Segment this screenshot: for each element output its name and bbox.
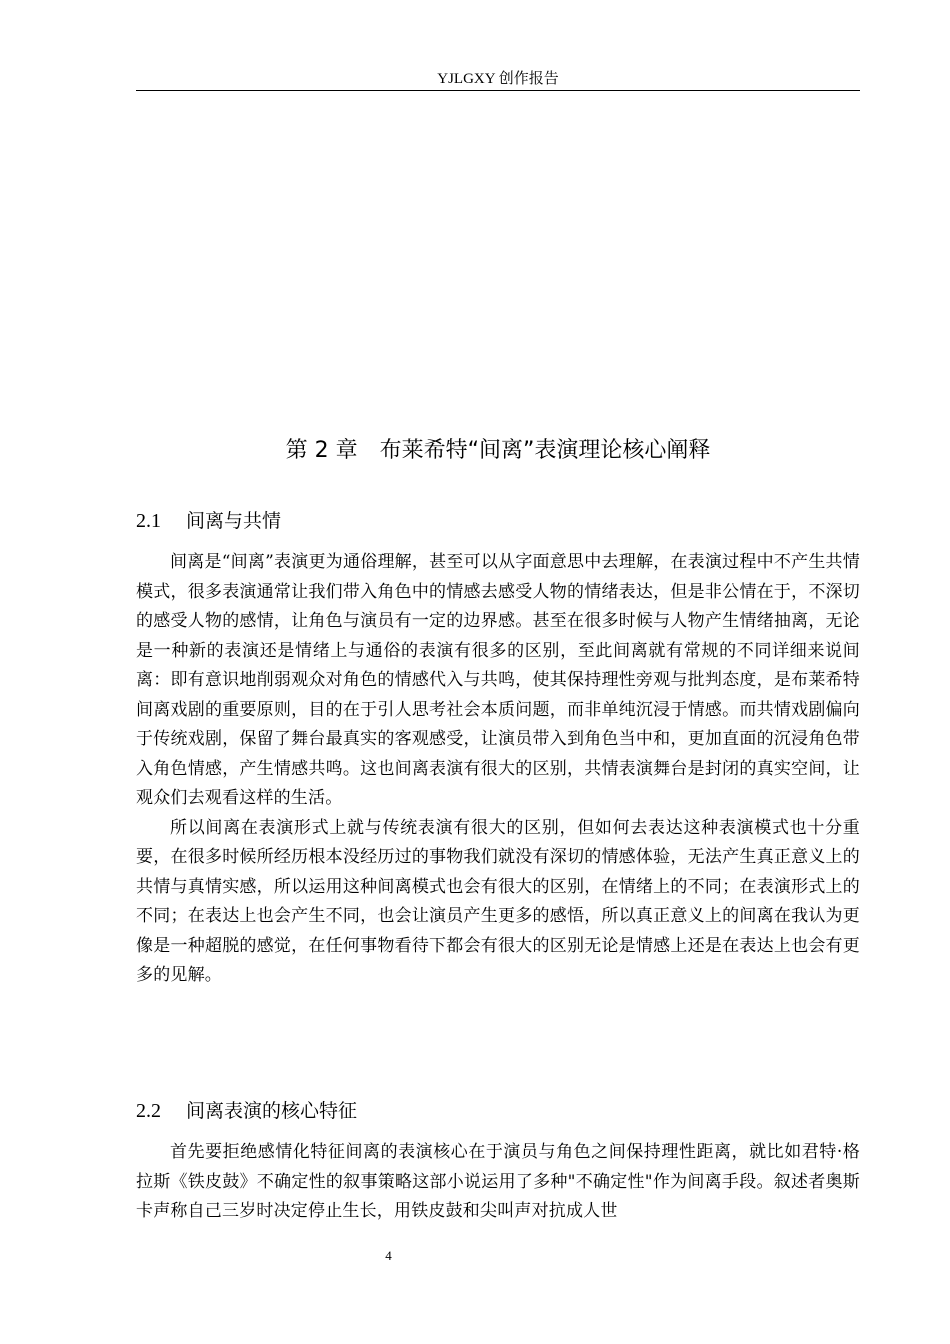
section-title: 间离表演的核心特征 bbox=[186, 1100, 358, 1122]
section-heading-2-2 bbox=[136, 1098, 357, 1124]
paragraph: 首先要拒绝感情化特征间离的表演核心在于演员与角色之间保持理性距离，就比如君特·格拉斯《铁皮鼓》不确定性的叙事策略这部小说运用了多种"不确定性"作为间离手段。叙述者奥斯卡声称自己三岁时决定停止生长，用铁皮鼓和尖叫声对抗成人世 bbox=[136, 1142, 860, 1221]
paragraph: 所以间离在表演形式上就与传统表演有很大的区别，但如何去表达这种表演模式也十分重要，在很多时候所经历根本没经历过的事物我们就没有深切的情感体验，无法产生真正意义上的共情与真情实感，所以运用这种间离模式也会有很大的区别，在情绪上的不同；在表演形式上的不同；在表达上也会产生不同，也会让演员产生更多的感悟，所以真正意义上的间离在我认为更像是一种超脱的感觉，在任何事物看待下都会有很大的区别无论是情感上还是在表达上也会有更多的见解。 bbox=[136, 817, 860, 985]
section-title: 间离与共情 bbox=[186, 510, 282, 532]
section-heading-2-1 bbox=[136, 508, 281, 534]
section-body-2-2 bbox=[136, 1138, 860, 1227]
section-body-2-1 bbox=[136, 548, 860, 991]
paragraph: 间离是“间离”表演更为通俗理解，甚至可以从字面意思中去理解，在表演过程中不产生共情模式，很多表演通常让我们带入角色中的情感去感受人物的情绪表达，但是非公情在于，不深切的感受人物的感情，让角色与演员有一定的边界感。甚至在很多时候与人物产生情绪抽离，无论是一种新的表演还是情绪上与通俗的表演有很多的区别，至此间离就有常规的不同详细来说间离：即有意识地削弱观众对角色的情感代入与共鸣，使其保持理性旁观与批判态度，是布莱希特间离戏剧的重要原则，目的在于引人思考社会本质问题，而非单纯沉浸于情感。而共情戏剧偏向于传统戏剧，保留了舞台最真实的客观感受，让演员带入到角色当中和，更加直面的沉浸角色带入角色情感，产生情感共鸣。这也间离表演有很大的区别，共情表演舞台是封闭的真实空间，让观众们去观看这样的生活。 bbox=[136, 552, 860, 808]
page-number: 4 bbox=[385, 1248, 392, 1263]
section-number: 2.1 bbox=[136, 510, 161, 532]
header-divider bbox=[136, 90, 860, 91]
running-header: YJLGXY 创作报告 bbox=[437, 71, 559, 87]
section-number: 2.2 bbox=[136, 1100, 161, 1122]
chapter-title: 第 2 章 布莱希特“间离”表演理论核心阐释 bbox=[285, 438, 711, 463]
